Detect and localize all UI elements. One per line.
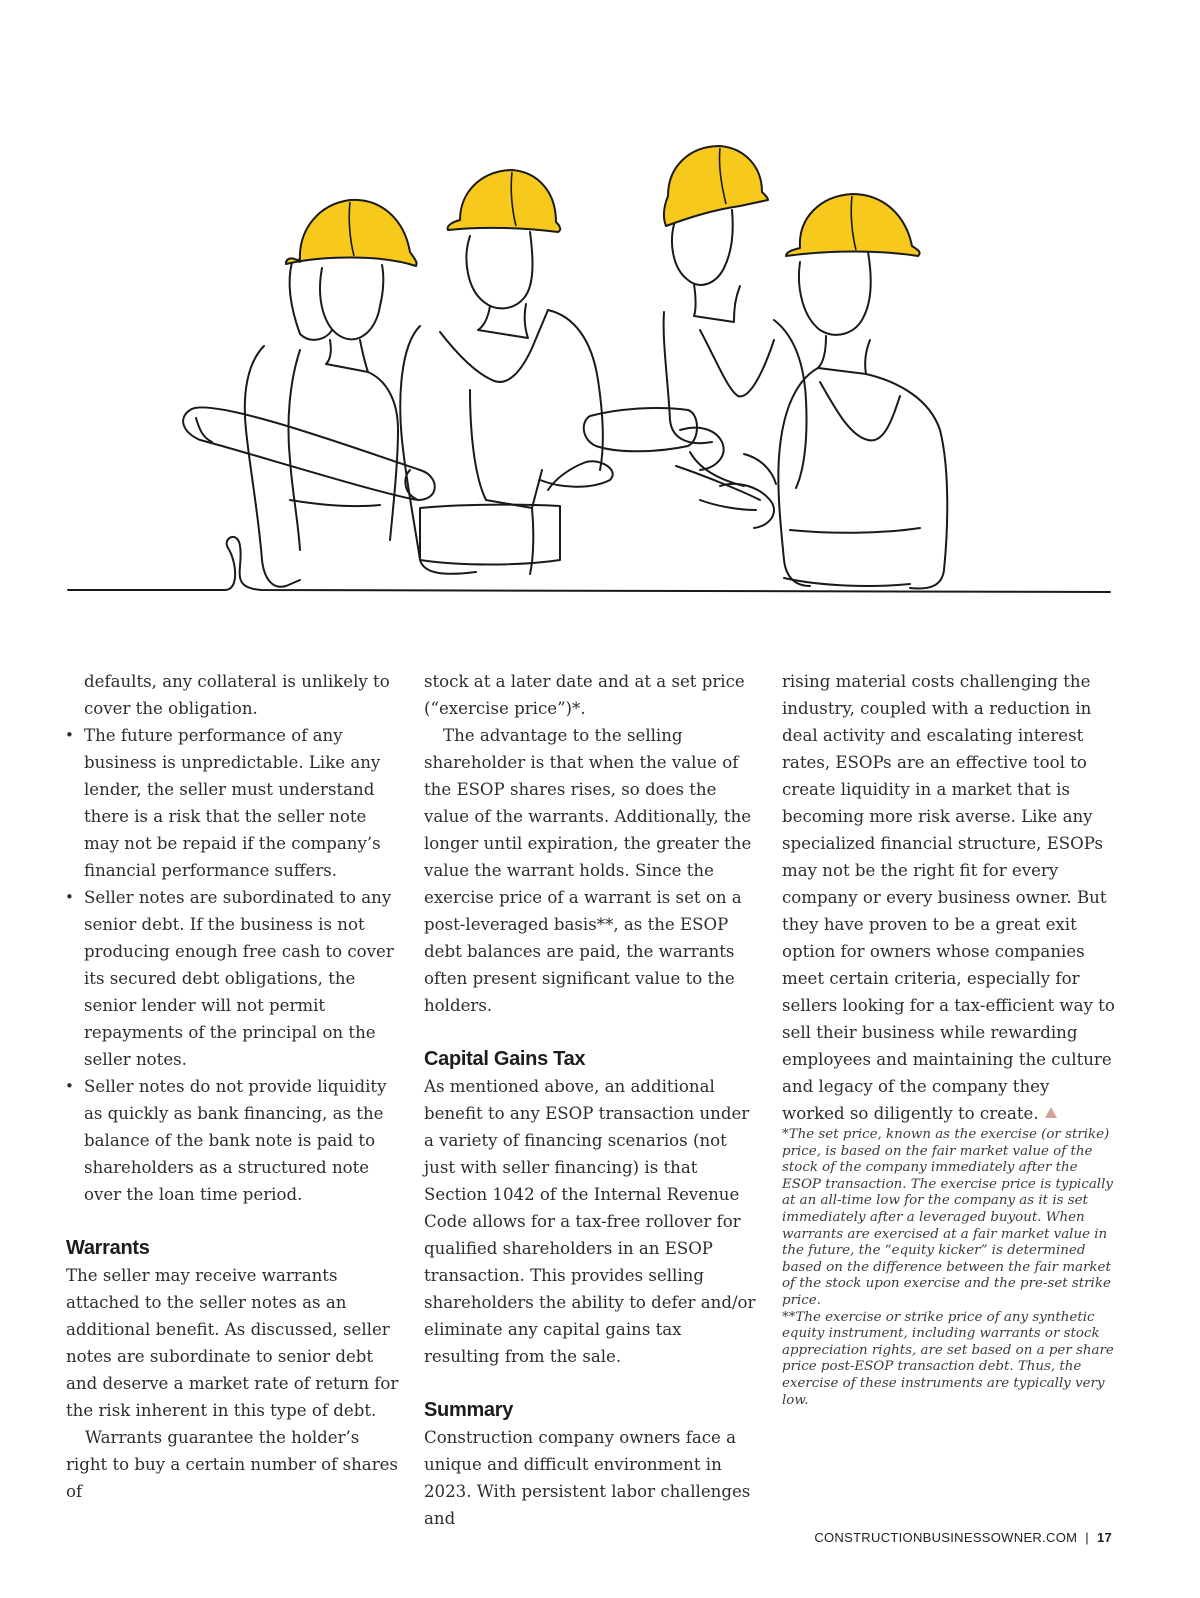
hard-hat-1-icon: [286, 200, 417, 266]
warrants-paragraph-2: Warrants guarantee the holder’s right to buy a certain number of shares of: [66, 1428, 398, 1501]
ground-line: [68, 537, 1110, 592]
list-item: • The future performance of any business is unpredictable. Like any lender, the seller must understand there is a risk that the seller note may not be repaid if the company’s financial performance suffers.: [66, 722, 401, 884]
hard-hat-2-icon: [448, 170, 561, 232]
worker-1-figure: [183, 262, 435, 587]
hard-hat-4-icon: [786, 194, 920, 256]
warrants-paragraph-1: The seller may receive warrants attached to the seller notes as an additional benefit. As discussed, seller notes are subordinate to senior debt and deserve a market rate of return for the risk inherent in this type of debt.: [66, 1266, 399, 1420]
summary-paragraph-continued: [782, 668, 1117, 1127]
page-number: 17: [1096, 1530, 1112, 1545]
warrants-advantage-paragraph: The advantage to the selling shareholder is that when the value of the ESOP shares rises, so does the value of the warrants. Additionally, the longer until expiration, the greater the value the warrant holds. Since the exercise price of a warrant is set on a post-leveraged basis**, as the ESOP debt balances are paid, the warrants often present significant value to the holders.: [424, 726, 752, 1015]
col2-paragraph-continued: stock at a later date and at a set price (“exercise price”)*.: [424, 672, 745, 718]
heading-capital-gains-tax: Capital Gains Tax: [424, 1048, 586, 1070]
worker-4-figure: [720, 252, 947, 588]
list-item: • Seller notes are subordinated to any senior debt. If the business is not producing enough free cash to cover its secured debt obligations, the senior lender will not permit repayments of the principal on the seller notes.: [66, 884, 401, 1073]
footnote-2: **The exercise or strike price of any synthetic equity instrument, including warrants or stock appreciation rights, are set based on a per share price post-ESOP transaction debt. Thus, the exercise of these instruments are typically very low.: [782, 1309, 1114, 1408]
list-item: • Seller notes do not provide liquidity as quickly as bank financing, as the balance of the bank note is paid to shareholders as a structured note over the loan time period.: [66, 1073, 401, 1208]
heading-summary: Summary: [424, 1399, 514, 1421]
construction-workers-illustration: [0, 0, 1200, 640]
hard-hat-3-icon: [664, 146, 768, 226]
footer-site: CONSTRUCTIONBUSINESSOWNER.COM: [814, 1530, 1078, 1545]
column-2: [424, 668, 759, 1532]
seller-notes-risk-list: [66, 722, 401, 1208]
col1-paragraph-continued: defaults, any collateral is unlikely to cover the obligation.: [84, 672, 390, 718]
heading-warrants: Warrants: [66, 1237, 150, 1259]
worker-2-figure: [400, 232, 612, 574]
summary-paragraph-1: Construction company owners face a unique and difficult environment in 2023. With persistent labor challenges and: [424, 1428, 751, 1528]
footer-separator: |: [1085, 1530, 1089, 1545]
column-1: [66, 668, 401, 1505]
column-3: [782, 668, 1117, 1409]
capital-gains-paragraph: As mentioned above, an additional benefit to any ESOP transaction under a variety of financing scenarios (not just with seller financing) is that Section 1042 of the Internal Revenue Code allows for a tax-free rollover for qualified shareholders in an ESOP transaction. This provides selling shareholders the ability to defer and/or eliminate any capital gains tax resulting from the sale.: [424, 1077, 756, 1366]
worker-3-figure: [584, 210, 807, 510]
page-footer: [814, 1530, 1112, 1545]
end-of-article-mark-icon: [1045, 1107, 1057, 1118]
summary-text: rising material costs challenging the industry, coupled with a reduction in deal activity and escalating interest rates, ESOPs are an effective tool to create liquidity in a market that is becoming more risk averse. Like any specialized financial structure, ESOPs may not be the right fit for every company or every business owner. But they have proven to be a great exit option for owners whose companies meet certain criteria, especially for sellers looking for a tax-efficient way to sell their business while rewarding employees and maintaining the culture and legacy of the company they worked so diligently to create.: [782, 672, 1115, 1123]
footnote-1: *The set price, known as the exercise (or strike) price, is based on the fair market value of the stock of the company immediately after the ESOP transaction. The exercise price is typically at an all-time low for the company as it is set immediately after a leveraged buyout. When warrants are exercised at a fair market value in the future, the “equity kicker” is determined based on the difference between the fair market of the stock upon exercise and the pre-set strike price.: [782, 1127, 1113, 1308]
